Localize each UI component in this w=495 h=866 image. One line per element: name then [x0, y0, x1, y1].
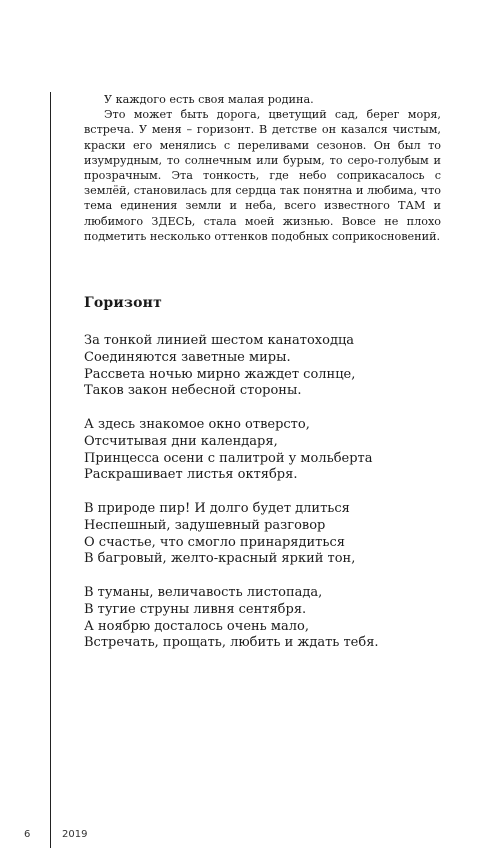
page-number: 6 — [24, 829, 31, 840]
stanza — [84, 501, 444, 568]
poem-line: За тонкой линией шестом канатоходца — [84, 333, 355, 348]
poem-line: О счастье, что смогло принарядиться — [84, 534, 345, 550]
poem-line: Принцесса осени с палитрой у мольберта — [84, 450, 373, 466]
intro-paragraph: Это может быть дорога, цветущий сад, берег моря, встреча. У меня – горизонт. В детстве он казался чистым, краски его менялись с переливами сезонов. Он был то изумрудным, то солнечным или бурым, то серо-голубым и прозрачным. Эта тонкость, где небо соприкасалось с землёй, становилась для сердца так понятна и любима, что тема единения земли и неба, всего известного ТАМ и любимого ЗДЕСЬ, стала моей жизнью. Вовсе не плохо подметить несколько оттенков подобных соприкосновений. — [84, 108, 441, 243]
stanza — [84, 585, 444, 652]
poem-line: В туманы, величавость листопада, — [84, 584, 323, 600]
poem-line: А ноябрю досталось очень мало, — [84, 618, 309, 634]
poem-line: Встречать, прощать, любить и ждать тебя. — [84, 635, 379, 651]
margin-rule — [50, 92, 51, 848]
stanza — [84, 417, 444, 484]
poem-line: Раскрашивает листья октября. — [84, 467, 298, 483]
poem-title: Горизонт — [84, 295, 162, 311]
poem-line: Таков закон небесной стороны. — [84, 383, 302, 399]
poem-body — [84, 333, 444, 669]
poem-line: А здесь знакомое окно отверсто, — [84, 416, 310, 432]
footer-year: 2019 — [62, 829, 88, 840]
poem-line: В багровый, желто-красный яркий тон, — [84, 551, 356, 567]
poem-line: Рассвета ночью мирно жаждет солнце, — [84, 366, 356, 382]
intro-text — [84, 92, 441, 244]
poem-line: Неспешный, задушевный разговор — [84, 517, 326, 533]
intro-paragraph: У каждого есть своя малая родина. — [104, 93, 314, 106]
poem-line: В природе пир! И долго будет длиться — [84, 500, 350, 516]
stanza — [84, 333, 444, 400]
poem-line: Отсчитывая дни календаря, — [84, 433, 278, 449]
poem-line: Соединяются заветные миры. — [84, 349, 291, 365]
poem-line: В тугие струны ливня сентября. — [84, 601, 307, 617]
